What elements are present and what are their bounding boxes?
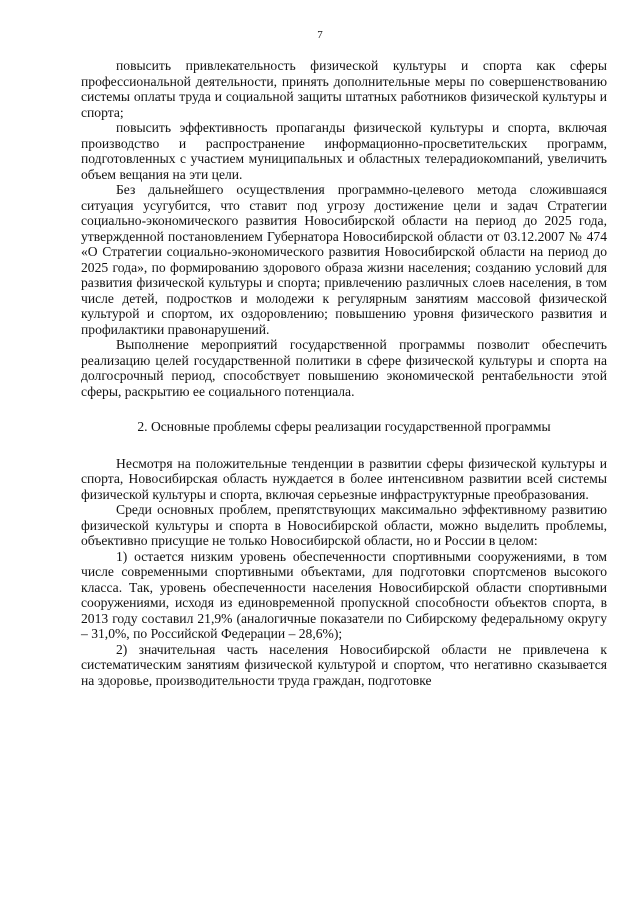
paragraph: Среди основных проблем, препятствующих максимально эффективному развитию физической культуры и спорта в Новосибирской области, можно выделить проблемы, объективно присущие не только Новосибирской области, но и России в целом: — [81, 502, 607, 548]
page-number: 7 — [317, 29, 323, 41]
paragraph: Несмотря на положительные тенденции в развитии сферы физической культуры и спорта, Новосибирская область нуждается в более интенсивном развитии всей системы физической культуры и спорта, включая серьезные инфраструктурные преобразования. — [81, 455, 607, 502]
section-heading: 2. Основные проблемы сферы реализации государственной программы — [137, 419, 551, 434]
list-item: 1) остается низким уровень обеспеченности спортивными сооружениями, в том числе современными спортивными объектами, для подготовки спортсменов высокого класса. Так, уровень обеспеченности населения Новосибирской области спортивными сооружениями, исходя из единовременной пропускной способности объектов спорта, в 2013 году составил 21,9% (аналогичные показатели по Сибирскому федеральному округу – 31,0%, по Российской Федерации – 28,6%); — [81, 548, 607, 641]
document-body — [81, 58, 607, 688]
paragraph: повысить привлекательность физической культуры и спорта как сферы профессиональной деятельности, принять дополнительные меры по совершенствованию системы оплаты труда и социальной защиты штатных работников физической культуры и спорта; — [81, 58, 607, 120]
paragraph: Без дальнейшего осуществления программно-целевого метода сложившаяся ситуация усугубится, что ставит под угрозу достижение цели и задач Стратегии социально-экономического развития Новосибирской области на период до 2025 года, утвержденной постановлением Губернатора Новосибирской области от 03.12.2007 № 474 «О Стратегии социально-экономического развития Новосибирской области на период до 2025 года», по формированию здорового образа жизни населения; созданию условий для развития физической культуры и спорта; привлечению различных слоев населения, в том числе детей, подростков и молодежи к регулярным занятиям массовой физической культурой и спортом, их оздоровлению; повышению уровня физического развития и профилактики правонарушений. — [81, 182, 607, 337]
list-item: 2) значительная часть населения Новосибирской области не привлечена к систематическим занятиям физической культурой и спортом, что негативно сказывается на здоровье, производительности труда граждан, подготовке — [81, 641, 607, 688]
paragraph: Выполнение мероприятий государственной программы позволит обеспечить реализацию целей государственной политики в сфере физической культуры и спорта на долгосрочный период, способствует повышению экономической рентабельности этой сферы, раскрытию ее социального потенциала. — [81, 337, 607, 399]
paragraph: повысить эффективность пропаганды физической культуры и спорта, включая производство и распространение информационно-просветительских программ, подготовленных с участием муниципальных и областных телерадиокомпаний, увеличить объем вещания на эти цели. — [81, 120, 607, 182]
